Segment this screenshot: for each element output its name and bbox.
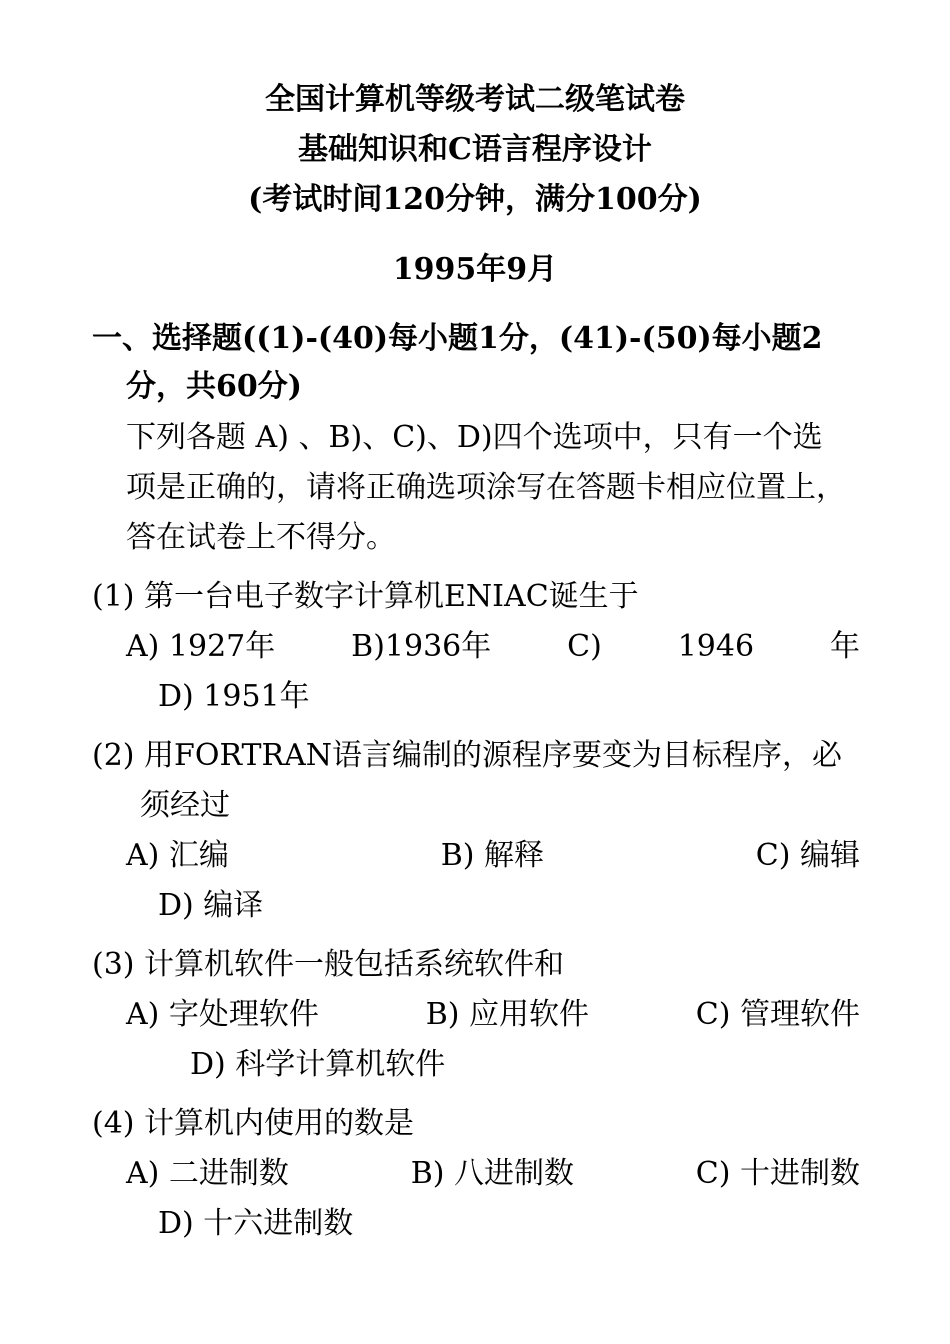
question-1-option-c: C) xyxy=(567,629,602,664)
question-3-option-d: D) 科学计算机软件 xyxy=(190,1047,446,1082)
question-2-stem: (2) 用FORTRAN语言编制的源程序要变为目标程序，必 xyxy=(92,738,843,773)
instruction-line-3: 答在试卷上不得分。 xyxy=(126,520,396,555)
question-4-option-a: A) 二进制数 xyxy=(126,1156,289,1191)
question-1-options xyxy=(126,628,860,666)
section-heading-line2: 分，共60分) xyxy=(126,369,302,404)
exam-subtitle: 基础知识和C语言程序设计 xyxy=(298,132,652,167)
exam-title: 全国计算机等级考试二级笔试卷 xyxy=(265,82,685,117)
question-1-option-d: D) 1951年 xyxy=(158,679,310,714)
instruction-line-2: 项是正确的，请将正确选项涂写在答题卡相应位置上， xyxy=(126,470,846,505)
section-heading-line1: 一、选择题((1)-(40)每小题1分，(41)-(50)每小题2 xyxy=(92,321,823,356)
question-4-option-b: B) 八进制数 xyxy=(410,1156,574,1191)
question-4-option-c: C) 十进制数 xyxy=(695,1156,860,1191)
question-2-option-b: B) 解释 xyxy=(440,838,544,873)
question-1-option-b: B)1936年 xyxy=(351,629,492,664)
question-3-options xyxy=(126,996,860,1034)
question-2-stem-continued: 须经过 xyxy=(140,788,230,823)
question-2-option-a: A) 汇编 xyxy=(126,838,229,873)
question-1-stem: (1) 第一台电子数字计算机ENIAC诞生于 xyxy=(92,579,639,614)
question-3-option-c: C) 管理软件 xyxy=(695,997,860,1032)
question-2-option-c: C) 编辑 xyxy=(755,838,860,873)
question-3-stem: (3) 计算机软件一般包括系统软件和 xyxy=(92,947,565,982)
question-2-option-d: D) 编译 xyxy=(158,888,264,923)
exam-date: 1995年9月 xyxy=(392,252,558,287)
exam-time-note: (考试时间120分钟，满分100分) xyxy=(248,182,702,217)
question-1-option-c-year: 1946 xyxy=(677,629,755,664)
question-3-option-b: B) 应用软件 xyxy=(425,997,589,1032)
question-4-option-d: D) 十六进制数 xyxy=(158,1206,354,1241)
question-1-option-a: A) 1927年 xyxy=(126,629,276,664)
instruction-line-1: 下列各题 A) 、B)、C)、D)四个选项中，只有一个选 xyxy=(126,420,823,455)
question-1-option-c-unit: 年 xyxy=(829,629,860,664)
question-2-options xyxy=(126,837,860,875)
question-4-options xyxy=(126,1155,860,1193)
question-3-option-a: A) 字处理软件 xyxy=(126,997,319,1032)
question-4-stem: (4) 计算机内使用的数是 xyxy=(92,1106,415,1141)
